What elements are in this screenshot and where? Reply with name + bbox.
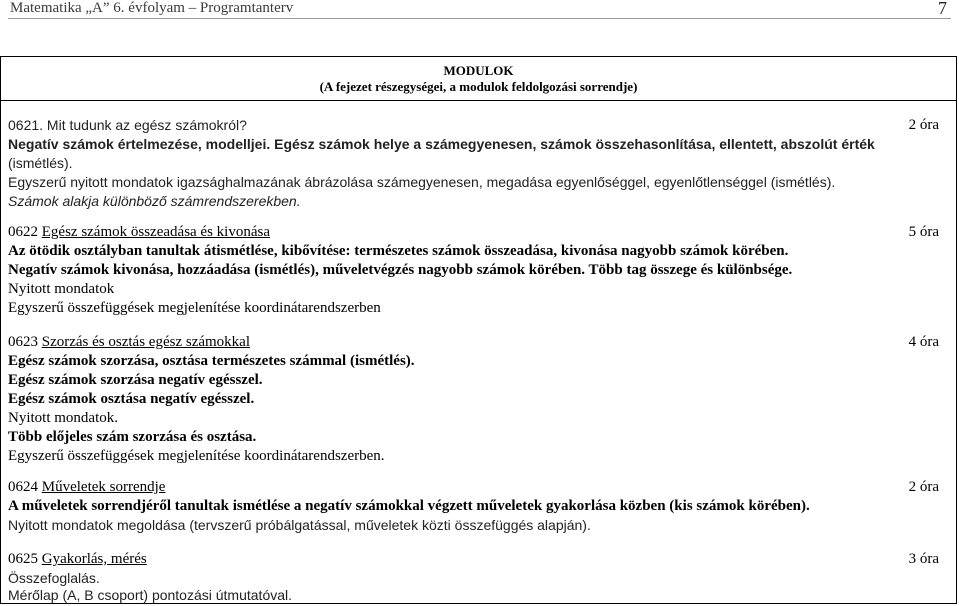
module-0624-heading [8, 478, 165, 497]
module-0623-line-6: Egyszerű összefüggések megjelenítése koordinátarendszerben. [8, 448, 385, 464]
module-0625-line-1: Összefoglalás. [8, 570, 100, 586]
module-0621-heading: 0621. Mit tudunk az egész számokról? [8, 117, 247, 133]
module-0622-heading [8, 223, 270, 242]
module-0622-line-3: Nyitott mondatok [8, 281, 115, 297]
module-0623-line-4: Nyitott mondatok. [8, 410, 118, 426]
module-0622-title: Egész számok összeadása és kivonása [41, 224, 271, 240]
modules-subtitle: (A fejezet részegységei, a modulok feldolgozási sorrendje) [319, 79, 638, 94]
module-0623-line-1: Egész számok szorzása, osztása természetes számmal (ismétlés). [8, 353, 415, 369]
module-0622-line-4: Egyszerű összefüggések megjelenítése koordinátarendszerben [8, 300, 381, 316]
module-0621-line-1: Negatív számok értelmezése, modelljei. Egész számok helye a számegyenesen, számok összehasonlítása, ellentett, abszolút érték [8, 136, 875, 152]
module-0625-line-2: Mérőlap (A, B csoport) pontozási útmutatóval. [8, 587, 293, 603]
module-0624-title: Műveletek sorrendje [41, 479, 166, 495]
module-0621-hours: 2 óra [908, 117, 939, 133]
module-0621-line-4: Számok alakja különböző számrendszerekben. [8, 193, 301, 209]
module-0625-title: Gyakorlás, mérés [41, 551, 147, 567]
running-header-title: Matematika „A” 6. évfolyam – Programtanterv [10, 0, 294, 16]
module-0625-heading [8, 550, 147, 569]
module-0621-line-3: Egyszerű nyitott mondatok igazsághalmazának ábrázolása számegyenesen, megadása egyenlőséggel, egyenlőtlenséggel (ismétlés). [8, 174, 836, 190]
module-0623-line-2: Egész számok szorzása negatív egésszel. [8, 372, 263, 388]
module-0623-line-5: Több előjeles szám szorzása és osztása. [8, 429, 257, 445]
module-0622-hours: 5 óra [908, 224, 939, 240]
header-divider [8, 18, 951, 19]
module-0624-line-2: Nyitott mondatok megoldása (tervszerű próbálgatással, műveletek közti összefüggés alapján). [8, 517, 591, 533]
module-0623-line-3: Egész számok osztása negatív egésszel. [8, 391, 255, 407]
modules-box [0, 56, 957, 604]
module-0625-code: 0625 [8, 551, 38, 567]
module-0624-hours: 2 óra [908, 479, 939, 495]
page-number: 7 [938, 0, 947, 18]
modules-title-block [1, 63, 956, 95]
modules-title: MODULOK [443, 63, 514, 78]
module-0625-hours: 3 óra [908, 551, 939, 567]
title-divider [1, 100, 956, 101]
module-0623-code: 0623 [8, 334, 38, 350]
module-0622-line-2: Negatív számok kivonása, hozzáadása (ismétlés), műveletvégzés nagyobb számok körében. Több tag összege és különbsége. [8, 262, 793, 278]
module-0622-code: 0622 [8, 224, 38, 240]
module-0623-heading [8, 333, 250, 352]
module-0623-title: Szorzás és osztás egész számokkal [41, 334, 251, 350]
module-0622-line-1: Az ötödik osztályban tanultak átismétlése, kibővítése: természetes számok összeadása, kivonása nagyobb számok körében. [8, 243, 789, 259]
module-0623-hours: 4 óra [908, 334, 939, 350]
module-0624-line-1: A műveletek sorrendjéről tanultak ismétlése a negatív számokkal végzett műveletek gyakorlása közben (kis számok körében). [8, 498, 810, 514]
module-0624-code: 0624 [8, 479, 38, 495]
module-0621-line-2: (ismétlés). [8, 155, 73, 171]
